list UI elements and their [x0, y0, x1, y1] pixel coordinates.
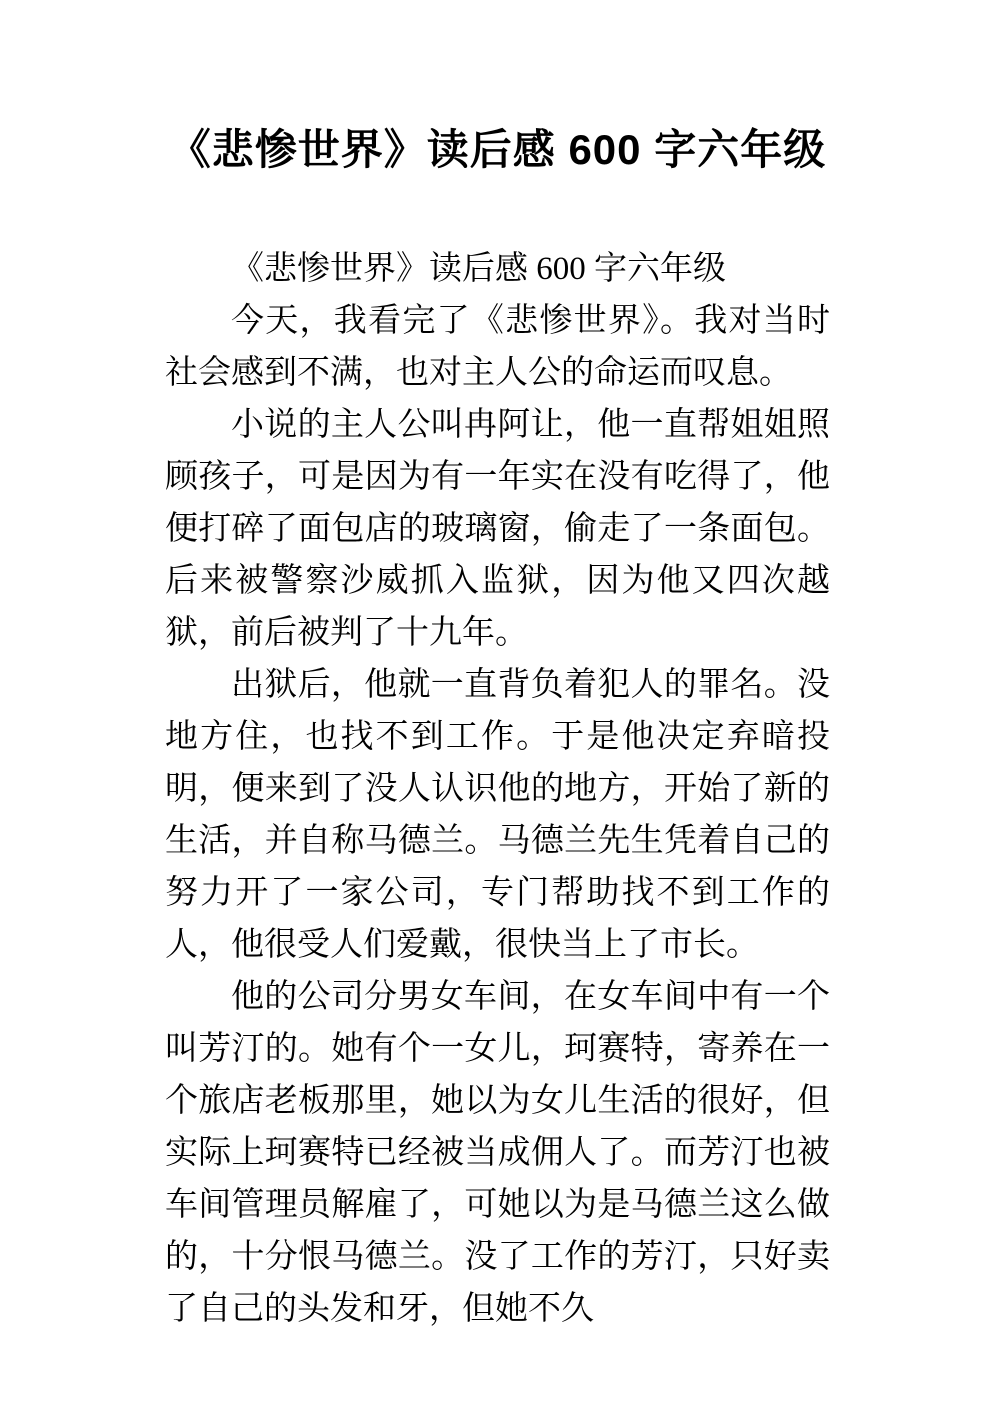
document-body — [165, 243, 830, 1335]
paragraph: 今天，我看完了《悲惨世界》。我对当时社会感到不满，也对主人公的命运而叹息。 — [165, 303, 830, 391]
paragraph: 小说的主人公叫冉阿让，他一直帮姐姐照顾孩子，可是因为有一年实在没有吃得了，他便打碎了面包店的玻璃窗，偷走了一条面包。后来被警察沙威抓入监狱，因为他又四次越狱，前后被判了十九年。 — [165, 407, 830, 651]
paragraph: 《悲惨世界》读后感 600 字六年级 — [231, 251, 726, 287]
paragraph: 他的公司分男女车间，在女车间中有一个叫芳汀的。她有个一女儿，珂赛特，寄养在一个旅店老板那里，她以为女儿生活的很好，但实际上珂赛特已经被当成佣人了。而芳汀也被车间管理员解雇了，可她以为是马德兰这么做的，十分恨马德兰。没了工作的芳汀，只好卖了自己的头发和牙，但她不久 — [165, 979, 830, 1327]
page-title: 《悲惨世界》读后感 600 字六年级 — [168, 126, 827, 173]
paragraph: 出狱后，他就一直背负着犯人的罪名。没地方住，也找不到工作。于是他决定弃暗投明，便来到了没人认识他的地方，开始了新的生活，并自称马德兰。马德兰先生凭着自己的努力开了一家公司，专门帮助找不到工作的人，他很受人们爱戴，很快当上了市长。 — [165, 667, 830, 963]
